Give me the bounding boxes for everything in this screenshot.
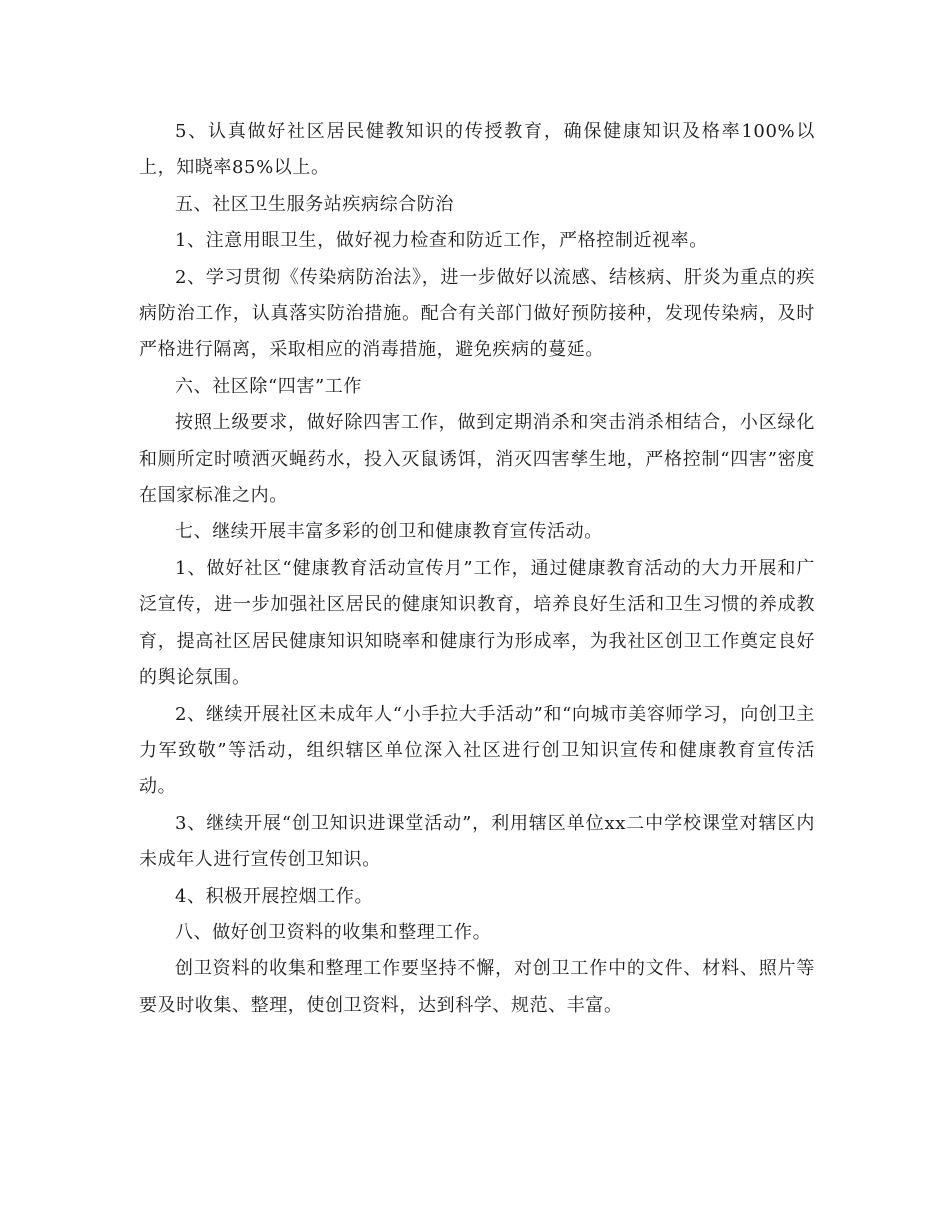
- paragraph-health-knowledge-rate: 5、认真做好社区居民健教知识的传授教育，确保健康知识及格率100%以上，知晓率85%以上。: [139, 121, 815, 179]
- paragraph-records-collection: 创卫资料的收集和整理工作要坚持不懈，对创卫工作中的文件、材料、照片等要及时收集、整理，使创卫资料，达到科学、规范、丰富。: [139, 958, 815, 1016]
- paragraph-health-month: 1、做好社区“健康教育活动宣传月”工作，通过健康教育活动的大力开展和广泛宣传，进一步加强社区居民的健康知识教育，培养良好生活和卫生习惯的养成教育，提高社区居民健康知识知晓率和健康行为形成率，为我社区创卫工作奠定良好的舆论氛围。: [139, 557, 815, 689]
- document-body: [139, 114, 815, 1024]
- heading-section-seven: 七、继续开展丰富多彩的创卫和健康教育宣传活动。: [175, 521, 603, 543]
- heading-section-five: 五、社区卫生服务站疾病综合防治: [175, 193, 454, 215]
- paragraph-four-pests: 按照上级要求，做好除四害工作，做到定期消杀和突击消杀相结合，小区绿化和厕所定时喷洒灭蝇药水，投入灭鼠诱饵，消灭四害孳生地，严格控制“四害”密度在国家标准之内。: [139, 412, 815, 507]
- paragraph-tobacco-control: 4、积极开展控烟工作。: [175, 885, 374, 907]
- paragraph-eye-hygiene: 1、注意用眼卫生，做好视力检查和防近工作，严格控制近视率。: [175, 230, 708, 252]
- paragraph-infectious-disease: 2、学习贯彻《传染病防治法》，进一步做好以流感、结核病、肝炎为重点的疾病防治工作，认真落实防治措施。配合有关部门做好预防接种，发现传染病，及时严格进行隔离，采取相应的消毒措施，避免疾病的蔓延。: [139, 266, 815, 361]
- paragraph-classroom-activity: 3、继续开展“创卫知识进课堂活动”，利用辖区单位xx二中学校课堂对辖区内未成年人进行宣传创卫知识。: [139, 812, 815, 871]
- heading-section-eight: 八、做好创卫资料的收集和整理工作。: [175, 921, 492, 943]
- paragraph-minors-activity: 2、继续开展社区未成年人“小手拉大手活动”和“向城市美容师学习，向创卫主力军致敬”等活动，组织辖区单位深入社区进行创卫知识宣传和健康教育宣传活动。: [139, 703, 815, 798]
- heading-section-six: 六、社区除“四害”工作: [175, 375, 363, 397]
